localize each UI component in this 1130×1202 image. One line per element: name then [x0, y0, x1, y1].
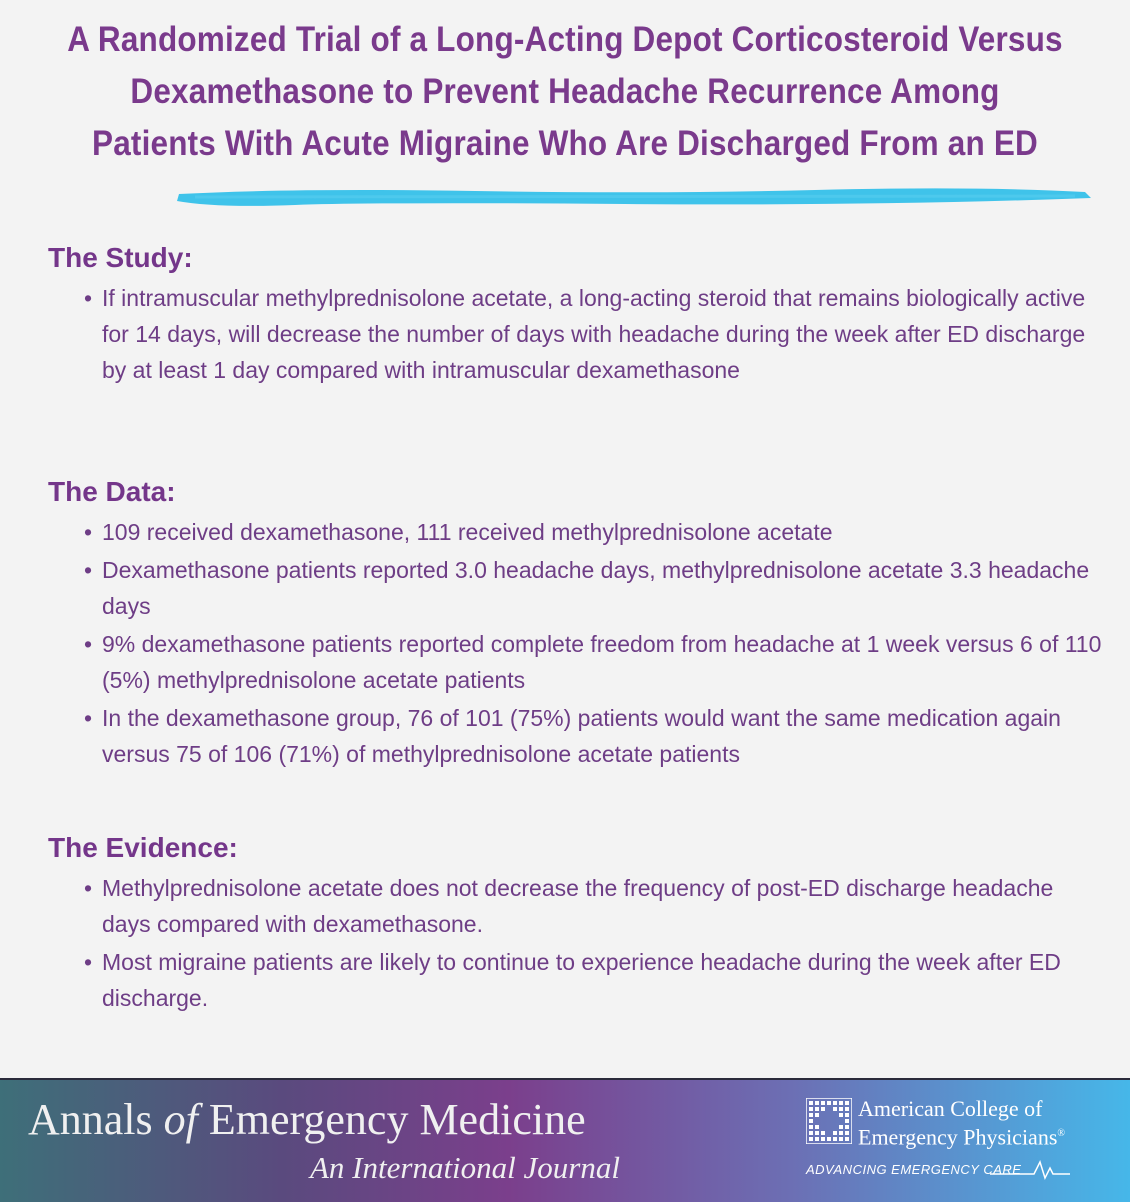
section-evidence [48, 830, 1108, 1018]
bullet-icon: • [84, 949, 93, 975]
journal-title-part2: Emergency Medicine [197, 1095, 586, 1144]
list-item [48, 626, 1108, 698]
list-item-text: In the dexamethasone group, 76 of 101 (75%) patients would want the same medication again versus 75 of 106 (71%) of methylprednisolone acetate patients [102, 705, 1061, 767]
bullet-icon: • [84, 705, 93, 731]
title-line-1: A Randomized Trial of a Long-Acting Depot Corticosteroid Versus [67, 20, 1063, 59]
bullet-list [48, 870, 1108, 1016]
journal-footer-banner [0, 1078, 1130, 1202]
acep-line-2: Emergency Physicians [858, 1124, 1058, 1150]
list-item [48, 280, 1108, 388]
section-heading: The Data: [48, 476, 176, 507]
bullet-icon: • [84, 631, 93, 657]
bullet-list [48, 280, 1108, 388]
title-line-3: Patients With Acute Migraine Who Are Discharged From an ED [92, 124, 1038, 163]
journal-title-of: of [163, 1095, 198, 1144]
section-study [48, 240, 1108, 390]
list-item-text: Methylprednisolone acetate does not decrease the frequency of post-ED discharge headache days compared with dexamethasone. [102, 875, 1054, 937]
list-item-text: 109 received dexamethasone, 111 received methylprednisolone acetate [102, 519, 833, 545]
list-item-text: Most migraine patients are likely to continue to experience headache during the week after ED discharge. [102, 949, 1061, 1011]
journal-subtitle: An International Journal [310, 1150, 620, 1185]
list-item [48, 944, 1108, 1016]
bullet-icon: • [84, 519, 93, 545]
journal-title-part1: Annals [28, 1095, 164, 1144]
list-item-text: If intramuscular methylprednisolone acetate, a long-acting steroid that remains biologically active for 14 days, will decrease the number of days with headache during the week after ED discharge by at least 1 day compared with intramuscular dexamethasone [102, 285, 1086, 383]
title-line-2: Dexamethasone to Prevent Headache Recurrence Among [130, 72, 1000, 111]
acep-line-1: American College of [858, 1096, 1043, 1121]
bullet-icon: • [84, 557, 93, 583]
journal-title [28, 1094, 586, 1145]
list-item-text: Dexamethasone patients reported 3.0 headache days, methylprednisolone acetate 3.3 headache days [102, 557, 1090, 619]
list-item [48, 514, 1108, 550]
page-title [0, 14, 1130, 170]
bullet-icon: • [84, 285, 93, 311]
section-heading: The Evidence: [48, 832, 238, 863]
list-item [48, 700, 1108, 772]
title-underline-brushstroke [175, 184, 1095, 210]
bullet-list [48, 514, 1108, 772]
section-heading: The Study: [48, 242, 193, 273]
heartbeat-line-icon [990, 1158, 1070, 1180]
list-item-text: 9% dexamethasone patients reported complete freedom from headache at 1 week versus 6 of 110 (5%) methylprednisolone acetate patients [102, 631, 1102, 693]
acep-tagline: ADVANCING EMERGENCY CARE [806, 1162, 1022, 1177]
bullet-icon: • [84, 875, 93, 901]
list-item [48, 552, 1108, 624]
list-item [48, 870, 1108, 942]
registered-mark: ® [1057, 1128, 1065, 1139]
section-data [48, 474, 1108, 774]
acep-grid-logo-icon [806, 1098, 852, 1144]
acep-organization-name [858, 1096, 1065, 1149]
